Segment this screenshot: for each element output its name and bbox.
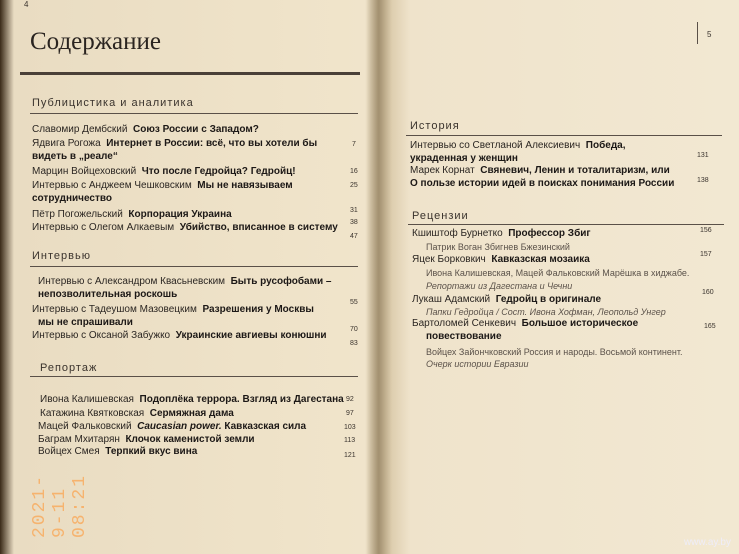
toc-entry: Интервью с Александром Квасьневским Быть русофобами – (38, 276, 332, 287)
page-ref: 7 (352, 141, 356, 148)
page-ref: 113 (344, 437, 356, 444)
watermark: www.ay.by (683, 537, 731, 548)
page-number-rule (697, 22, 698, 44)
toc-entry: Марек Корнат Свяневич, Ленин и тоталитаризм, или (410, 165, 670, 176)
review-note: Очерк истории Евразии (426, 359, 529, 369)
toc-entry-cont: видеть в „реале“ (32, 151, 118, 162)
toc-entry-cont: повествование (426, 331, 502, 342)
section-rule (30, 376, 358, 377)
section-rule (30, 266, 358, 267)
page-ref: 83 (350, 340, 358, 347)
review-note: Войцех Зайончковский Россия и народы. Восьмой континент. (426, 347, 683, 357)
review-note: Репортажи из Дагестана и Чечни (426, 281, 573, 291)
toc-entry: Интервью с Оксаной Забужко Украинские авгиевы конюшни (32, 330, 327, 341)
page-ref: 31 (350, 207, 358, 214)
section-heading-history: История (410, 120, 460, 132)
section-rule (30, 113, 358, 114)
corner-page-mark: 4 (24, 0, 29, 9)
page-ref: 131 (697, 152, 709, 159)
section-rule (408, 224, 724, 225)
toc-entry: Ядвига Рогожа Интернет в России: всё, что вы хотели бы (32, 138, 318, 149)
toc-entry: Лукаш Адамский Гедройц в оригинале (412, 294, 602, 305)
section-heading-reportage: Репортаж (40, 362, 98, 374)
photo-date-stamp: 2021-9-11 08:21 (30, 473, 90, 538)
page-ref: 55 (350, 299, 358, 306)
section-rule (406, 135, 722, 136)
toc-entry-cont: непозволительная роскошь (38, 289, 178, 300)
review-note: Патрик Воган Збигнев Бжезинский (426, 242, 570, 252)
toc-entry: Пётр Погожельский Корпорация Украина (32, 209, 232, 220)
page-number: 5 (707, 30, 712, 39)
toc-entry: Баграм Мхитарян Клочок каменистой земли (38, 434, 255, 445)
page-title: Содержание (30, 28, 161, 55)
toc-entry-cont: сотрудничество (32, 193, 112, 204)
toc-entry: Славомир Дембский Союз России с Западом? (32, 124, 259, 135)
page-ref: 70 (350, 326, 358, 333)
review-note: Ивона Калишевская, Мацей Фальковский Марёшка в хиджабе. (426, 268, 690, 278)
toc-entry: Интервью с Олегом Алкаевым Убийство, вписанное в систему (32, 222, 338, 233)
toc-entry: Катажина Квятковская Сермяжная дама (40, 408, 234, 419)
toc-entry: Марцин Войцеховский Что после Гедройца? Гедройц! (32, 166, 296, 177)
toc-entry: Кшиштоф Бурнетко Профессор Збиг (412, 228, 591, 239)
toc-entry: Яцек Борковкич Кавказская мозаика (412, 254, 590, 265)
page-ref: 160 (702, 289, 714, 296)
page-ref: 103 (344, 424, 356, 431)
page-ref: 138 (697, 177, 709, 184)
book-spine (366, 0, 392, 554)
toc-entry: Ивона Калишевская Подоплёка террора. Взгляд из Дагестана (40, 394, 344, 405)
toc-entry-cont: украденная у женщин (410, 153, 518, 164)
section-heading-reviews: Рецензии (412, 210, 469, 222)
toc-entry: Бартоломей Сенкевич Большое историческое (412, 318, 639, 329)
title-divider (20, 72, 360, 75)
toc-entry: Войцех Смея Терпкий вкус вина (38, 446, 198, 457)
page-ref: 121 (344, 452, 356, 459)
page-ref: 25 (350, 182, 358, 189)
toc-entry-cont: мы не спрашивали (38, 317, 133, 328)
page-ref: 156 (700, 227, 712, 234)
toc-entry: Интервью с Анджеем Чешковским Мы не навязываем (32, 180, 293, 191)
page-ref: 157 (700, 251, 712, 258)
page-ref: 165 (704, 323, 716, 330)
review-note: Папки Гедройца / Сост. Ивона Хофман, Леопольд Унгер (426, 307, 666, 317)
page-ref: 92 (346, 396, 354, 403)
toc-entry-cont: О пользе истории идей в поисках понимания России (410, 178, 675, 189)
page-ref: 16 (350, 168, 358, 175)
section-heading-publicistics: Публицистика и аналитика (32, 97, 194, 109)
section-heading-interviews: Интервью (32, 250, 91, 262)
toc-entry: Мацей Фальковский Caucasian power. Кавказская сила (38, 421, 307, 432)
page-ref: 38 (350, 219, 358, 226)
toc-entry: Интервью со Светланой Алексиевич Победа, (410, 140, 626, 151)
page-ref: 97 (346, 410, 354, 417)
toc-entry: Интервью с Тадеушом Мазовецким Разрешения у Москвы (32, 304, 314, 315)
page-ref: 47 (350, 233, 358, 240)
